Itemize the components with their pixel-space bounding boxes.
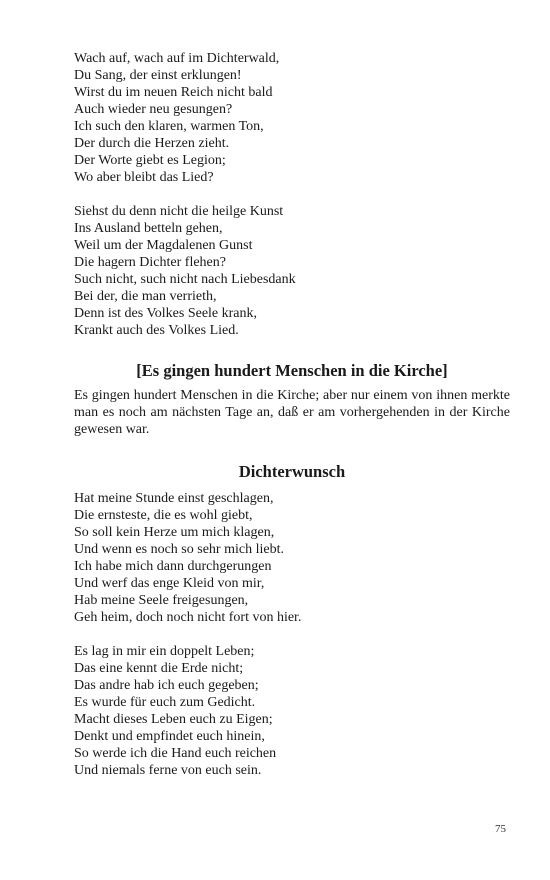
poem-line: Es lag in mir ein doppelt Leben; (74, 644, 255, 659)
poem-line: Hab meine Seele freigesungen, (74, 593, 249, 608)
poem1-stanza-1 (74, 50, 510, 186)
section-title: [Es gingen hundert Menschen in die Kirche] (136, 361, 448, 380)
page-content (74, 50, 510, 779)
section-kirche (74, 361, 510, 438)
poem3-stanza-2 (74, 643, 510, 779)
poem-dichterwunsch (74, 462, 510, 779)
poem-line: Wirst du im neuen Reich nicht bald (74, 85, 273, 100)
poem-line: Wo aber bleibt das Lied? (74, 170, 214, 185)
poem-title: Dichterwunsch (238, 462, 346, 481)
poem-line: Geh heim, doch noch nicht fort von hier. (74, 610, 302, 625)
page-number: 75 (495, 823, 506, 835)
poem-line: Und niemals ferne von euch sein. (74, 763, 262, 778)
poem-line: Bei der, die man verrieth, (74, 289, 217, 304)
poem-line: Macht dieses Leben euch zu Eigen; (74, 712, 273, 727)
poem-line: Die hagern Dichter flehen? (74, 255, 226, 270)
poem-line: Denkt und empfindet euch hinein, (74, 729, 265, 744)
poem-line: Ich such den klaren, warmen Ton, (74, 119, 264, 134)
poem-line: Weil um der Magdalenen Gunst (74, 238, 253, 253)
poem-line: Auch wieder neu gesungen? (74, 102, 233, 117)
poem-line: Wach auf, wach auf im Dichterwald, (74, 51, 280, 66)
section-paragraph: Es gingen hundert Menschen in die Kirche; aber nur einem von ihnen merkte man es noch am nächsten Tage an, daß er am vorhergehenden in der Kirche gewesen war. (74, 388, 510, 437)
poem1-stanza-2 (74, 203, 510, 339)
poem-line: Das eine kennt die Erde nicht; (74, 661, 244, 676)
poem-line: Das andre hab ich euch gegeben; (74, 678, 259, 693)
poem-line: Du Sang, der einst erklungen! (74, 68, 242, 83)
stanza-gap (74, 186, 510, 203)
poem-line: Und wenn es noch so sehr mich liebt. (74, 542, 284, 557)
poem3-stanza-1 (74, 490, 510, 626)
poem-line: Siehst du denn nicht die heilge Kunst (74, 204, 284, 219)
poem-line: Die ernsteste, die es wohl giebt, (74, 508, 253, 523)
poem-line: Krankt auch des Volkes Lied. (74, 323, 239, 338)
poem-line: Hat meine Stunde einst geschlagen, (74, 491, 274, 506)
poem-line: Such nicht, such nicht nach Liebesdank (74, 272, 296, 287)
poem-untitled (74, 50, 510, 339)
poem-line: So soll kein Herze um mich klagen, (74, 525, 275, 540)
poem-line: Denn ist des Volkes Seele krank, (74, 306, 258, 321)
poem-line: Und werf das enge Kleid von mir, (74, 576, 265, 591)
poem-line: Es wurde für euch zum Gedicht. (74, 695, 256, 710)
poem-line: So werde ich die Hand euch reichen (74, 746, 277, 761)
poem-line: Ich habe mich dann durchgerungen (74, 559, 272, 574)
poem-line: Der Worte giebt es Legion; (74, 153, 226, 168)
stanza-gap (74, 626, 510, 643)
poem-line: Ins Ausland betteln gehen, (74, 221, 223, 236)
poem-line: Der durch die Herzen zieht. (74, 136, 230, 151)
